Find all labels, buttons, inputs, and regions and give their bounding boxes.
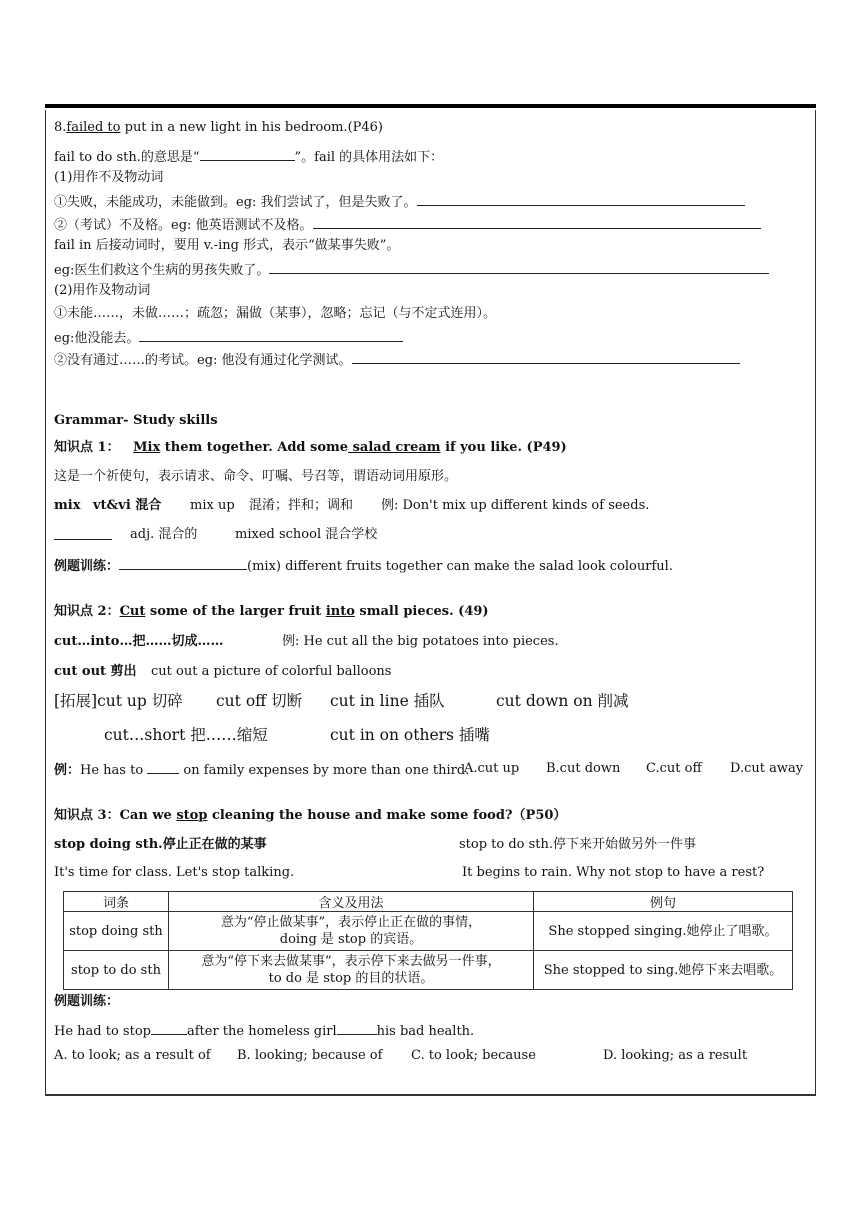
grammar-heading: Grammar- Study skills xyxy=(54,413,218,428)
k1-title: 知识点 1： Mix them together. Add some salad cream if you like. (P49) xyxy=(54,440,567,455)
table-header: 词条 xyxy=(64,892,169,912)
k1-practice: 例题训练： (mix) different fruits together can make the salad look colourful. xyxy=(54,559,673,574)
table-cell-meaning: 意为“停止做某事”，表示停止正在做的事情， doing 是 stop 的宾语。 xyxy=(169,912,534,951)
s8-l3: fail in 后接动词时，要用 v.-ing 形式，表示“做某事失败”。 xyxy=(54,238,400,253)
k3-examples: It's time for class. Let's stop talking. It begins to rain. Why not stop to have a rest? xyxy=(54,865,765,880)
s8-l1: ①失败，未能成功，未能做到。eg: 我们尝试了，但是失败了。 xyxy=(54,193,745,211)
s8-meaning: fail to do sth.的意思是“ ”。fail 的具体用法如下： xyxy=(54,150,444,165)
table-header: 例句 xyxy=(534,892,793,912)
k2-title: 知识点 2：Cut some of the larger fruit into small pieces. (49) xyxy=(54,604,489,619)
k3-options: A. to look; as a result of B. looking; because of C. to look; because D. looking; as a result xyxy=(54,1048,748,1063)
table-header: 含义及用法 xyxy=(169,892,534,912)
s8-l5: ①未能……，未做……；疏忽；漏做（某事），忽略；忘记（与不定式连用）。 xyxy=(54,306,497,321)
s8-title: 8.failed to put in a new light in his bedroom.(P46) xyxy=(54,120,383,135)
table-cell-term: stop to do sth xyxy=(64,951,169,990)
k3-defs: stop doing sth.停止正在做的某事 stop to do sth.停下来开始做另外一件事 xyxy=(54,837,697,852)
s8-h1: (1)用作不及物动词 xyxy=(54,170,164,185)
s8-l2: ②（考试）不及格。eg: 他英语测试不及格。 xyxy=(54,216,761,234)
k3-question: He had to stop after the homeless girl his bad health. xyxy=(54,1024,475,1039)
k2-example: 例：He has to on family expenses by more than one third. A.cut up B.cut down C.cut off D.cut away xyxy=(54,761,804,778)
table-row xyxy=(64,912,793,951)
k1-desc: 这是一个祈使句，表示请求、命令、叮嘱、号召等，谓语动词用原形。 xyxy=(54,469,458,484)
table-cell-meaning: 意为“停下来去做某事”，表示停下来去做另一件事， to do 是 stop 的目的状语。 xyxy=(169,951,534,990)
k2-ext-row1: [拓展]cut up 切碎 cut off 切断 cut in line 插队 cut down on 削减 xyxy=(54,692,629,710)
s8-l4: eg:医生们救这个生病的男孩失败了。 xyxy=(54,261,769,279)
k3-practice: 例题训练： xyxy=(54,994,120,1009)
bottom-rule xyxy=(45,1094,816,1096)
table-cell-example: She stopped to sing.她停下来去唱歌。 xyxy=(534,951,793,990)
table-header-row xyxy=(64,892,793,912)
s8-l6: eg:他没能去。 xyxy=(54,329,403,347)
table-row xyxy=(64,951,793,990)
s8-l7: ②没有通过……的考试。eg: 他没有通过化学测试。 xyxy=(54,351,740,369)
top-rule xyxy=(45,104,816,108)
k1-mix: mix vt&vi 混合 mix up 混淆；拌和；调和 例: Don't mix up different kinds of seeds. xyxy=(54,498,650,513)
s8-h2: (2)用作及物动词 xyxy=(54,283,151,298)
stop-usage-table xyxy=(63,891,793,990)
table-cell-example: She stopped singing.她停止了唱歌。 xyxy=(534,912,793,951)
k3-title: 知识点 3：Can we stop cleaning the house and make some food?（P50） xyxy=(54,808,567,823)
k2-cut-into: cut…into…把……切成…… 例: He cut all the big potatoes into pieces. xyxy=(54,634,559,649)
k1-adj: adj. 混合的 mixed school 混合学校 xyxy=(54,527,112,545)
k2-cut-out: cut out 剪出 cut out a picture of colorful balloons xyxy=(54,664,392,679)
table-cell-term: stop doing sth xyxy=(64,912,169,951)
